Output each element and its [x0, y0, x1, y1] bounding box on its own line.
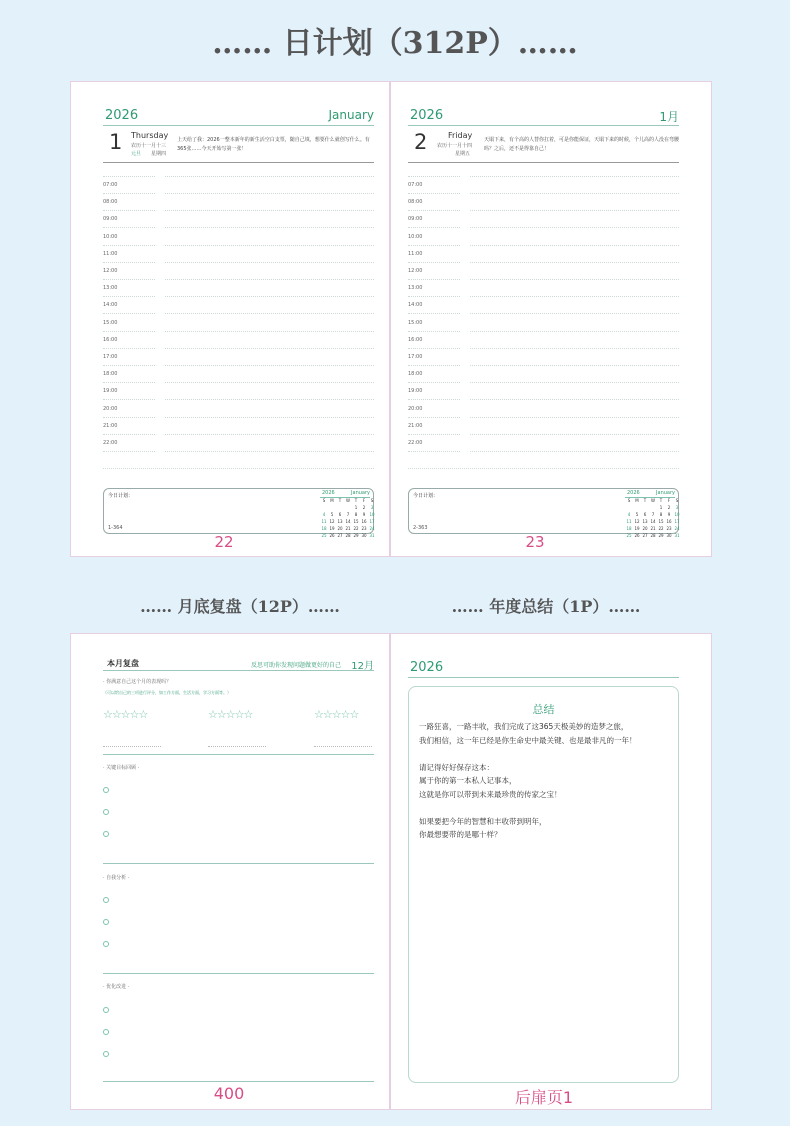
hour-line[interactable] — [470, 210, 679, 211]
mini-cal-day: 19 — [329, 526, 335, 531]
section-key-goals: · 关键目标回顾 · — [103, 765, 140, 771]
hour-line[interactable] — [470, 296, 679, 297]
mini-cal-day — [649, 505, 657, 511]
mini-cal-day: 14 — [345, 519, 351, 524]
quote-rule — [408, 162, 679, 163]
daily-page-left — [70, 81, 390, 557]
mini-cal-day: 30 — [666, 533, 672, 538]
hour-label: 14:00 — [103, 302, 118, 309]
review-title: 本月复盘 — [107, 659, 139, 668]
hour-label: 15:00 — [408, 319, 423, 326]
daily-page-right — [390, 81, 712, 557]
plan-label: 今日计划： — [413, 493, 439, 499]
hour-line[interactable] — [103, 193, 155, 194]
hour-line[interactable] — [103, 434, 155, 435]
mini-cal-day: 26 — [329, 533, 335, 538]
mini-cal-day: 22 — [353, 526, 359, 531]
summary-year-rule — [408, 677, 679, 678]
hour-line[interactable] — [165, 227, 374, 228]
hour-label: 17:00 — [103, 354, 118, 360]
summary-line: 这就是你可以带到未来最珍贵的传家之宝！ — [419, 789, 562, 799]
mini-cal-day: 7 — [346, 512, 350, 517]
hour-line[interactable] — [470, 348, 679, 349]
page-number: 23 — [525, 533, 545, 551]
hour-label: 21:00 — [103, 422, 118, 429]
hour-line[interactable] — [470, 399, 679, 400]
mini-cal-day: 12 — [329, 519, 335, 524]
mini-cal-day: 27 — [337, 533, 343, 538]
rating-line-3[interactable] — [314, 746, 372, 747]
hour-label: 11:00 — [408, 250, 423, 257]
rating-line-2[interactable] — [208, 746, 266, 747]
hour-label: 19:00 — [103, 388, 118, 395]
hour-label: 16:00 — [103, 336, 118, 343]
mini-cal-day — [625, 505, 633, 511]
mini-cal-dow: W — [651, 498, 655, 503]
hour-label: 15:00 — [103, 319, 118, 326]
rating-line-1[interactable] — [103, 746, 161, 747]
hour-line[interactable] — [470, 227, 679, 228]
hour-line[interactable] — [165, 193, 374, 194]
quote-rule — [103, 162, 374, 163]
weekday-en: Friday — [448, 131, 473, 140]
mini-cal-day: 3 — [370, 505, 374, 510]
page-year: 2026 — [105, 108, 139, 123]
page-number: 22 — [214, 533, 234, 551]
hour-line[interactable] — [103, 348, 155, 349]
mini-cal-dow: T — [643, 498, 647, 503]
hour-label: 18:00 — [408, 371, 423, 378]
hour-line[interactable] — [470, 313, 679, 314]
hour-label: 13:00 — [408, 285, 423, 292]
mini-cal-day: 16 — [361, 519, 367, 524]
hour-line[interactable] — [408, 245, 460, 246]
hour-label: 09:00 — [408, 216, 423, 223]
hour-label: 17:00 — [408, 354, 423, 360]
daily-quote: 上天给了我：2026一整本新年的新生活空白支票，随自己填，想要什么就创写什么。有365张……今天开始写第一张！ — [177, 137, 370, 152]
summary-line — [419, 801, 670, 815]
hour-line[interactable] — [408, 417, 460, 418]
hour-line[interactable] — [408, 296, 460, 297]
review-slogan: 反思可助你发现问题做更好的自己 — [251, 662, 342, 669]
hour-line[interactable] — [165, 365, 374, 366]
plan-label: 今日计划： — [108, 493, 134, 499]
hour-line[interactable] — [408, 434, 460, 435]
mini-cal-day: 18 — [321, 526, 327, 531]
page-month: 1月 — [659, 110, 679, 124]
mini-cal-day: 20 — [337, 526, 343, 531]
hour-line[interactable] — [408, 262, 460, 263]
hour-label: 07:00 — [408, 182, 423, 188]
mini-cal-day: 7 — [651, 512, 655, 517]
page-month: January — [328, 108, 374, 122]
mini-cal-dow: T — [338, 498, 342, 503]
hour-line[interactable] — [470, 331, 679, 332]
day-number: 1 — [109, 130, 123, 154]
section-improvement: · 优化改进 · — [103, 984, 130, 990]
header-rule — [103, 125, 374, 126]
mini-cal-year: 2026 — [627, 490, 640, 496]
daily-plan-heading: …… 日计划（312P）…… — [212, 26, 578, 61]
hour-label: 14:00 — [408, 302, 423, 309]
summary-line: 属于你的第一本私人记事本， — [419, 776, 517, 785]
summary-line: 你最想要带的是哪十样？ — [419, 830, 502, 839]
section-rule — [103, 1081, 374, 1082]
section-self-analysis: · 自我分析 · — [103, 875, 130, 881]
mini-cal-day: 24 — [369, 526, 375, 531]
day-counter: 2-363 — [413, 525, 428, 531]
mini-cal-dow: S — [627, 498, 631, 503]
mini-cal-day: 29 — [658, 533, 664, 538]
hour-line[interactable] — [103, 245, 155, 246]
hour-line[interactable] — [103, 468, 374, 469]
mini-cal-day: 25 — [321, 533, 327, 538]
hour-line[interactable] — [165, 451, 374, 452]
mini-cal-day: 5 — [635, 512, 639, 517]
hour-line[interactable] — [470, 279, 679, 280]
mini-cal-day: 3 — [675, 505, 679, 510]
mini-cal-day — [344, 505, 352, 511]
summary-text — [419, 720, 670, 842]
satisfaction-hint: （可以给自己的三项进行评分，如工作方面，生活方面，学习方面等。） — [103, 690, 231, 695]
hour-line[interactable] — [408, 399, 460, 400]
summary-title: 总结 — [532, 703, 555, 716]
hour-line[interactable] — [408, 279, 460, 280]
hour-label: 11:00 — [103, 250, 118, 257]
hour-line[interactable] — [408, 468, 679, 469]
hour-line[interactable] — [165, 399, 374, 400]
mini-cal-day: 17 — [674, 519, 680, 524]
mini-cal-day: 26 — [634, 533, 640, 538]
page-number: 后扉页1 — [514, 1088, 574, 1107]
hour-line[interactable] — [103, 417, 155, 418]
section-rule — [103, 863, 374, 864]
hour-line[interactable] — [165, 279, 374, 280]
summary-line: 我们相信，这一年已经是你生命史中最关键、也是最非凡的一年！ — [419, 735, 637, 745]
hour-line[interactable] — [470, 434, 679, 435]
mini-cal-dow: S — [370, 498, 374, 503]
hour-label: 10:00 — [408, 233, 423, 240]
hour-line[interactable] — [408, 210, 460, 211]
hour-line[interactable] — [408, 193, 460, 194]
hour-line[interactable] — [165, 296, 374, 297]
hour-line[interactable] — [165, 382, 374, 383]
mini-cal-dow: S — [675, 498, 679, 503]
rating-stars-1[interactable]: ☆☆☆☆☆ — [103, 708, 148, 721]
hour-line[interactable] — [103, 313, 155, 314]
mini-cal-day: 21 — [650, 526, 656, 531]
mini-cal-day: 9 — [362, 512, 366, 517]
mini-cal-day: 13 — [337, 519, 343, 524]
mini-cal-day: 1 — [659, 505, 663, 510]
hour-line[interactable] — [165, 262, 374, 263]
section-rule — [103, 754, 374, 755]
hour-line[interactable] — [103, 451, 155, 452]
hour-label: 08:00 — [408, 199, 423, 206]
summary-line: 请记得好好保存这本： — [419, 762, 494, 772]
rating-stars-3[interactable]: ☆☆☆☆☆ — [314, 708, 359, 721]
summary-line: 如果要把今年的智慧和丰收带到明年， — [419, 816, 547, 826]
mini-cal-day: 20 — [642, 526, 648, 531]
mini-cal-day: 10 — [369, 512, 375, 517]
mini-cal-day — [633, 505, 641, 511]
lunar-date: 农历十一月十四 — [437, 143, 473, 149]
mini-cal-day — [336, 505, 344, 511]
review-month: 12月 — [351, 661, 374, 672]
hour-line[interactable] — [165, 331, 374, 332]
hour-line[interactable] — [103, 227, 155, 228]
mini-cal-dow: T — [659, 498, 663, 503]
hour-line[interactable] — [165, 210, 374, 211]
mini-cal-day: 11 — [626, 519, 632, 524]
mini-cal-day: 31 — [369, 533, 375, 538]
hour-line[interactable] — [408, 382, 460, 383]
hour-label: 20:00 — [103, 405, 118, 412]
key-goals-list[interactable] — [103, 784, 113, 844]
header-rule — [408, 125, 679, 126]
daily-plan-box[interactable] — [408, 488, 680, 538]
yearly-summary-heading: …… 年度总结（1P）…… — [451, 597, 641, 616]
mini-cal-day: 6 — [338, 512, 342, 517]
summary-box[interactable] — [408, 686, 679, 1083]
hour-label: 18:00 — [103, 371, 118, 378]
hour-line[interactable] — [470, 417, 679, 418]
hour-line[interactable] — [470, 382, 679, 383]
mini-cal-day: 4 — [627, 512, 631, 517]
lunar-date: 农历十一月十三 — [131, 143, 167, 149]
mini-cal-day: 27 — [642, 533, 648, 538]
yearly-summary-page — [390, 633, 712, 1110]
day-number: 2 — [414, 130, 428, 154]
mini-cal-day: 30 — [361, 533, 367, 538]
mini-cal-day: 4 — [322, 512, 326, 517]
hour-line[interactable] — [408, 348, 460, 349]
mini-cal-day — [328, 505, 336, 511]
hour-label: 10:00 — [103, 233, 118, 240]
monthly-review-heading: …… 月底复盘（12P）…… — [140, 597, 340, 616]
hour-label: 21:00 — [408, 422, 423, 429]
review-title-rule — [103, 670, 374, 671]
mini-cal-day: 17 — [369, 519, 375, 524]
mini-cal-day: 13 — [642, 519, 648, 524]
mini-cal-day: 23 — [666, 526, 672, 531]
hour-line[interactable] — [103, 382, 155, 383]
hour-label: 07:00 — [103, 182, 118, 188]
mini-cal-dow: F — [362, 498, 366, 503]
hour-line[interactable] — [103, 210, 155, 211]
mini-cal-day: 22 — [658, 526, 664, 531]
solar-term: 元旦 — [131, 151, 142, 157]
hour-line[interactable] — [470, 245, 679, 246]
summary-line: 一路狂喜，一路丰收，我们完成了这365天极美妙的造梦之旅， — [419, 722, 629, 731]
hour-label: 22:00 — [408, 440, 423, 446]
hour-line[interactable] — [165, 348, 374, 349]
hour-label: 20:00 — [408, 405, 423, 412]
mini-cal-day: 12 — [634, 519, 640, 524]
hour-line[interactable] — [165, 417, 374, 418]
mini-cal-day: 28 — [650, 533, 656, 538]
page-number: 400 — [213, 1084, 245, 1103]
mini-cal-day: 5 — [330, 512, 334, 517]
hour-line[interactable] — [408, 331, 460, 332]
hour-line[interactable] — [165, 245, 374, 246]
mini-cal-dow: S — [322, 498, 326, 503]
satisfaction-question: · 你满意自己这个月的表现吗？ — [103, 679, 172, 685]
hour-line[interactable] — [103, 296, 155, 297]
mini-cal-month: January — [656, 490, 675, 496]
daily-plan-box[interactable] — [103, 488, 375, 538]
mini-cal-day: 6 — [643, 512, 647, 517]
summary-line — [419, 747, 670, 761]
hours-grid[interactable] — [103, 172, 374, 472]
mini-cal-dow: T — [354, 498, 358, 503]
weekday-cn: 星期五 — [455, 151, 471, 157]
hour-line[interactable] — [408, 451, 460, 452]
hour-label: 22:00 — [103, 440, 118, 446]
hour-line[interactable] — [470, 262, 679, 263]
mini-cal-day: 24 — [674, 526, 680, 531]
mini-cal-year: 2026 — [322, 490, 335, 496]
hour-label: 16:00 — [408, 336, 423, 343]
hour-label: 19:00 — [408, 388, 423, 395]
page-year: 2026 — [410, 108, 444, 123]
mini-cal-day: 16 — [666, 519, 672, 524]
mini-cal-day: 2 — [667, 505, 671, 510]
hour-line[interactable] — [408, 365, 460, 366]
self-analysis-list[interactable] — [103, 894, 113, 954]
hour-line[interactable] — [408, 227, 460, 228]
mini-cal-dow: W — [346, 498, 350, 503]
hour-line[interactable] — [103, 399, 155, 400]
mini-cal-dow: M — [635, 498, 639, 503]
mini-cal-day: 19 — [634, 526, 640, 531]
mini-cal-day: 9 — [667, 512, 671, 517]
hour-line[interactable] — [470, 451, 679, 452]
mini-cal-day: 1 — [354, 505, 358, 510]
mini-cal-day: 18 — [626, 526, 632, 531]
mini-cal-day: 15 — [658, 519, 664, 524]
mini-cal-day: 2 — [362, 505, 366, 510]
hour-label: 12:00 — [408, 268, 423, 274]
mini-cal-day: 10 — [674, 512, 680, 517]
mini-cal-month: January — [351, 490, 370, 496]
mini-cal-day: 8 — [659, 512, 663, 517]
hour-label: 09:00 — [103, 216, 118, 223]
hour-line[interactable] — [408, 313, 460, 314]
hour-label: 08:00 — [103, 199, 118, 206]
mini-cal-day: 21 — [345, 526, 351, 531]
hour-label: 13:00 — [103, 285, 118, 292]
hour-label: 12:00 — [103, 268, 118, 274]
mini-cal-day: 15 — [353, 519, 359, 524]
rating-stars-2[interactable]: ☆☆☆☆☆ — [208, 708, 253, 721]
mini-cal-day — [320, 505, 328, 511]
hour-line[interactable] — [103, 331, 155, 332]
summary-year: 2026 — [410, 660, 444, 675]
mini-cal-day: 23 — [361, 526, 367, 531]
monthly-review-page — [70, 633, 390, 1110]
mini-cal-day: 8 — [354, 512, 358, 517]
mini-cal-dow: M — [330, 498, 334, 503]
hour-line[interactable] — [165, 313, 374, 314]
mini-cal-day — [641, 505, 649, 511]
hour-line[interactable] — [470, 193, 679, 194]
mini-cal-day: 11 — [321, 519, 327, 524]
improvement-list[interactable] — [103, 1004, 113, 1064]
hour-line[interactable] — [103, 262, 155, 263]
day-counter: 1-364 — [108, 525, 123, 531]
daily-quote: 天塌下来，有个高的人替你扛着，可是你能保证，天塌下来的时候，个儿高的人没在弯腰吗？之后，还不是得靠自己！ — [484, 137, 680, 152]
section-rule — [103, 973, 374, 974]
hour-line[interactable] — [165, 434, 374, 435]
hour-line[interactable] — [470, 365, 679, 366]
hour-line[interactable] — [103, 279, 155, 280]
mini-cal-day: 31 — [674, 533, 680, 538]
mini-cal-dow: F — [667, 498, 671, 503]
mini-cal-day: 14 — [650, 519, 656, 524]
weekday-cn: 星期四 — [151, 151, 167, 157]
mini-cal-day: 29 — [353, 533, 359, 538]
mini-cal-day: 25 — [626, 533, 632, 538]
hours-grid[interactable] — [408, 172, 679, 472]
hour-line[interactable] — [103, 365, 155, 366]
weekday-en: Thursday — [131, 131, 169, 140]
mini-cal-day: 28 — [345, 533, 351, 538]
